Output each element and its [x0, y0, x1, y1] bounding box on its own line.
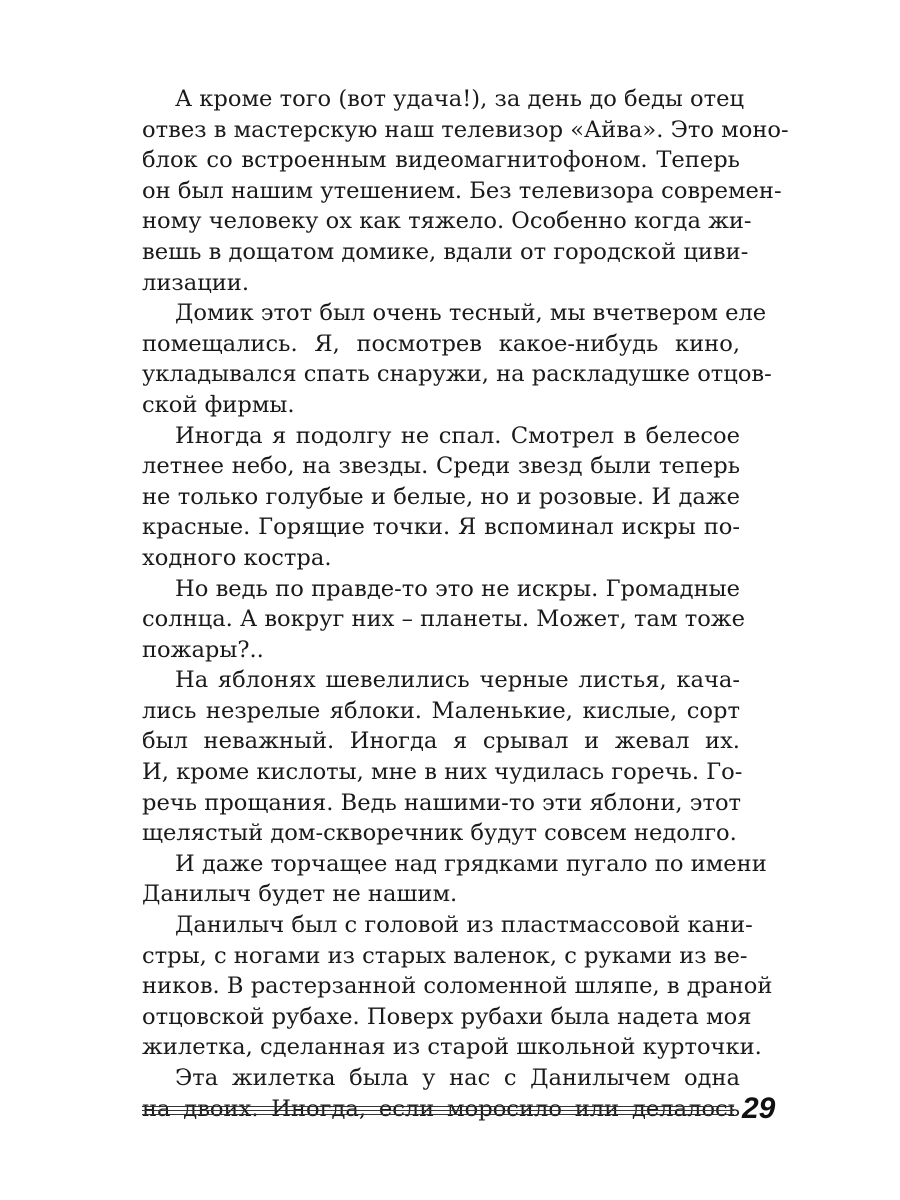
text-line: отцовской рубахе. Поверх рубахи была надета моя	[142, 1003, 752, 1030]
text-line: жилетка, сделанная из старой школьной курточки.	[142, 1034, 762, 1061]
text-line: вешь в дощатом домике, вдали от городской циви-	[142, 238, 749, 265]
text-line: ской фирмы.	[142, 391, 295, 418]
text-line: летнее небо, на звезды. Среди звезд были теперь	[142, 453, 740, 480]
footer-rule	[142, 1114, 734, 1115]
text-line: стры, с ногами из старых валенок, с руками из ве-	[142, 942, 748, 969]
paragraph	[142, 849, 767, 910]
text-line: он был нашим утешением. Без телевизора современ-	[142, 177, 782, 204]
paragraph	[142, 574, 745, 666]
text-line: укладывался спать снаружи, на раскладушке отцов-	[142, 361, 772, 388]
text-line: Данилыч будет не нашим.	[142, 881, 458, 908]
text-line: отвез в мастерскую наш телевизор «Айва». Это моно-	[142, 116, 789, 143]
text-line: лись незрелые яблоки. Маленькие, кислые, сорт	[142, 697, 740, 724]
paragraph	[142, 910, 773, 1063]
text-line: на двоих. Иногда, если моросило или делалось	[142, 1095, 740, 1122]
text-line: красные. Горящие точки. Я вспоминал искры по-	[142, 514, 740, 541]
text-line: Иногда я подолгу не спал. Смотрел в белесое	[175, 422, 740, 449]
text-line: ному человеку ох как тяжело. Особенно когда жи-	[142, 208, 752, 235]
text-line: А кроме того (вот удача!), за день до беды отец	[175, 86, 745, 112]
text-line: И даже торчащее над грядками пугало по имени	[175, 850, 767, 877]
text-line: речь прощания. Ведь нашими-то эти яблони, этот	[142, 789, 742, 816]
text-line: Эта жилетка была у нас с Данилычем одна	[175, 1065, 740, 1091]
text-line: пожары?..	[142, 636, 264, 663]
text-line: ников. В растерзанной соломенной шляпе, в драной	[142, 973, 773, 1000]
footer-rule	[142, 1110, 734, 1111]
text-line: блок со встроенным видеомагнитофоном. Теперь	[142, 147, 740, 174]
text-line: был неважный. Иногда я срывал и жевал их.	[142, 728, 740, 755]
text-line: помещались. Я, посмотрев какое-нибудь кино,	[142, 330, 740, 357]
paragraph	[142, 421, 740, 574]
paragraph	[142, 665, 743, 849]
text-line: лизации.	[142, 269, 250, 296]
text-line: На яблонях шевелились черные листья, кача-	[175, 667, 740, 694]
page-footer	[142, 1092, 782, 1138]
paragraph	[142, 298, 772, 420]
text-line: Домик этот был очень тесный, мы вчетвером еле	[175, 300, 767, 327]
text-line: Данилыч был с головой из пластмассовой кани-	[175, 912, 753, 939]
text-line: не только голубые и белые, но и розовые. И даже	[142, 483, 740, 510]
text-line: солнца. А вокруг них – планеты. Может, там тоже	[142, 606, 745, 633]
text-line: И, кроме кислоты, мне в них чудилась горечь. Го-	[142, 759, 743, 786]
paragraph	[142, 84, 789, 298]
text-line: Но ведь по правде-то это не искры. Громадные	[175, 575, 740, 602]
page-number: 29	[742, 1092, 776, 1125]
footer-rule	[142, 1106, 734, 1107]
text-line: ходного костра.	[142, 544, 332, 571]
text-line: щелястый дом-скворечник будут совсем недолго.	[142, 820, 737, 847]
